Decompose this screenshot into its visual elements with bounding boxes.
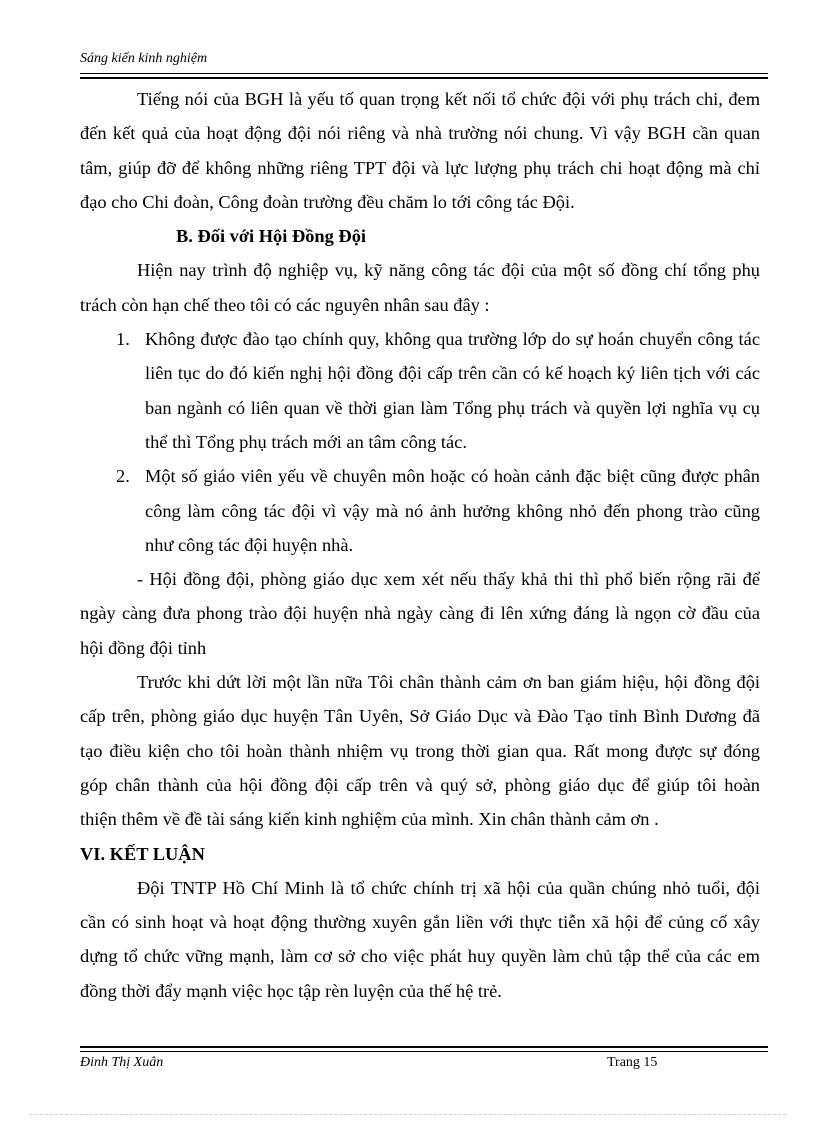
- text-line: ngày càng đưa phong trào đội huyện nhà ngày càng đi lên xứng đáng là ngọn cờ đầu của: [80, 603, 760, 624]
- text-line: Hiện nay trình độ nghiệp vụ, kỹ năng công tác đội của một số đồng chí tổng phụ: [137, 260, 760, 281]
- text-line: góp chân thành của hội đồng đội cấp trên và quý sở, phòng giáo dục để giúp tôi hoàn: [80, 774, 760, 795]
- text-line: đến kết quả của hoạt động đội nói riêng và nhà trường nói chung. Vì vậy BGH cần quan: [80, 123, 760, 144]
- text-line: hội đồng đội tỉnh: [80, 637, 207, 658]
- list-item: [80, 459, 760, 562]
- text-line: Một số giáo viên yếu về chuyên môn hoặc có hoàn cảnh đặc biệt cũng được phân: [145, 466, 760, 487]
- section-heading-conclusion: VI. KẾT LUẬN: [80, 843, 205, 864]
- text-line: cần có sinh hoạt và hoạt động thường xuyên gắn liền với thực tiễn xã hội để củng cố xây: [80, 912, 760, 933]
- footer-rule-thick: [80, 1046, 768, 1048]
- text-line: Tiếng nói của BGH là yếu tố quan trọng kết nối tổ chức đội với phụ trách chi, đem: [137, 89, 760, 109]
- text-line: Không được đào tạo chính quy, không qua trường lớp do sự hoán chuyển công tác: [145, 329, 760, 350]
- footer-page-number: Trang 15: [607, 1055, 658, 1070]
- page-header-title: Sáng kiến kinh nghiệm: [80, 51, 208, 66]
- text-line: trách còn hạn chế theo tôi có các nguyên nhân sau đây :: [80, 294, 490, 315]
- list-item: [80, 322, 760, 459]
- list-item-number: 1.: [116, 329, 130, 350]
- text-line: như công tác đội huyện nhà.: [145, 534, 354, 555]
- text-line: đồng thời đẩy mạnh việc học tập rèn luyện của thế hệ trẻ.: [80, 980, 502, 1001]
- text-line: ban ngành có liên quan về thời gian làm Tổng phụ trách và quyền lợi nghĩa vụ cụ: [145, 397, 760, 418]
- text-line: đạo cho Chi đoàn, Công đoàn trường đều chăm lo tới công tác Đội.: [80, 191, 575, 212]
- text-line: liên tục do đó kiến nghị hội đồng đội cấp trên cần có kế hoạch ký liên tịch với các: [145, 363, 760, 384]
- paragraph-hoi-dong-doi: [80, 253, 760, 322]
- text-line: - Hội đồng đội, phòng giáo dục xem xét nếu thấy khả thi thì phổ biến rộng rãi để: [137, 569, 760, 590]
- footer-rule-thin: [80, 1051, 768, 1052]
- paragraph-bgh: [80, 82, 760, 219]
- footer-author: Đinh Thị Xuân: [80, 1055, 164, 1070]
- paragraph-thanks: [80, 665, 760, 836]
- text-line: tạo điều kiện cho tôi hoàn thành nhiệm vụ trong thời gian qua. Rất mong được sự đóng: [80, 740, 760, 761]
- text-line: dựng tổ chức vững mạnh, làm cơ sở cho việc phát huy quyền làm chủ tập thể của các em: [80, 946, 760, 967]
- header-rule-thick: [80, 77, 768, 79]
- header-rule-thin: [80, 73, 768, 74]
- text-line: thiện thêm về đề tài sáng kiến kinh nghiệm của mình. Xin chân thành cảm ơn .: [80, 809, 659, 830]
- list-item-number: 2.: [116, 466, 130, 487]
- section-heading-b: B. Đối với Hội Đồng Đội: [176, 226, 367, 247]
- text-line: tâm, giúp đỡ để không những riêng TPT đội và lực lượng phụ trách chi hoạt động mà chỉ: [80, 157, 760, 178]
- document-body: [80, 82, 760, 1008]
- text-line: công làm công tác đội vì vậy mà nó ảnh hưởng không nhỏ đến phong trào cũng: [145, 500, 760, 521]
- paragraph-conclusion: [80, 871, 760, 1008]
- text-line: cấp trên, phòng giáo dục huyện Tân Uyên, Sở Giáo Dục và Đào Tạo tỉnh Bình Dương đã: [80, 706, 760, 727]
- paragraph-recommendation: [80, 562, 760, 665]
- text-line: thể thì Tổng phụ trách mới an tâm công tác.: [145, 431, 467, 452]
- page-edge-divider: [30, 1114, 786, 1115]
- text-line: Trước khi dứt lời một lần nữa Tôi chân thành cảm ơn ban giám hiệu, hội đồng đội: [137, 672, 760, 693]
- text-line: Đội TNTP Hồ Chí Minh là tổ chức chính trị xã hội của quần chúng nhỏ tuổi, đội: [137, 877, 760, 898]
